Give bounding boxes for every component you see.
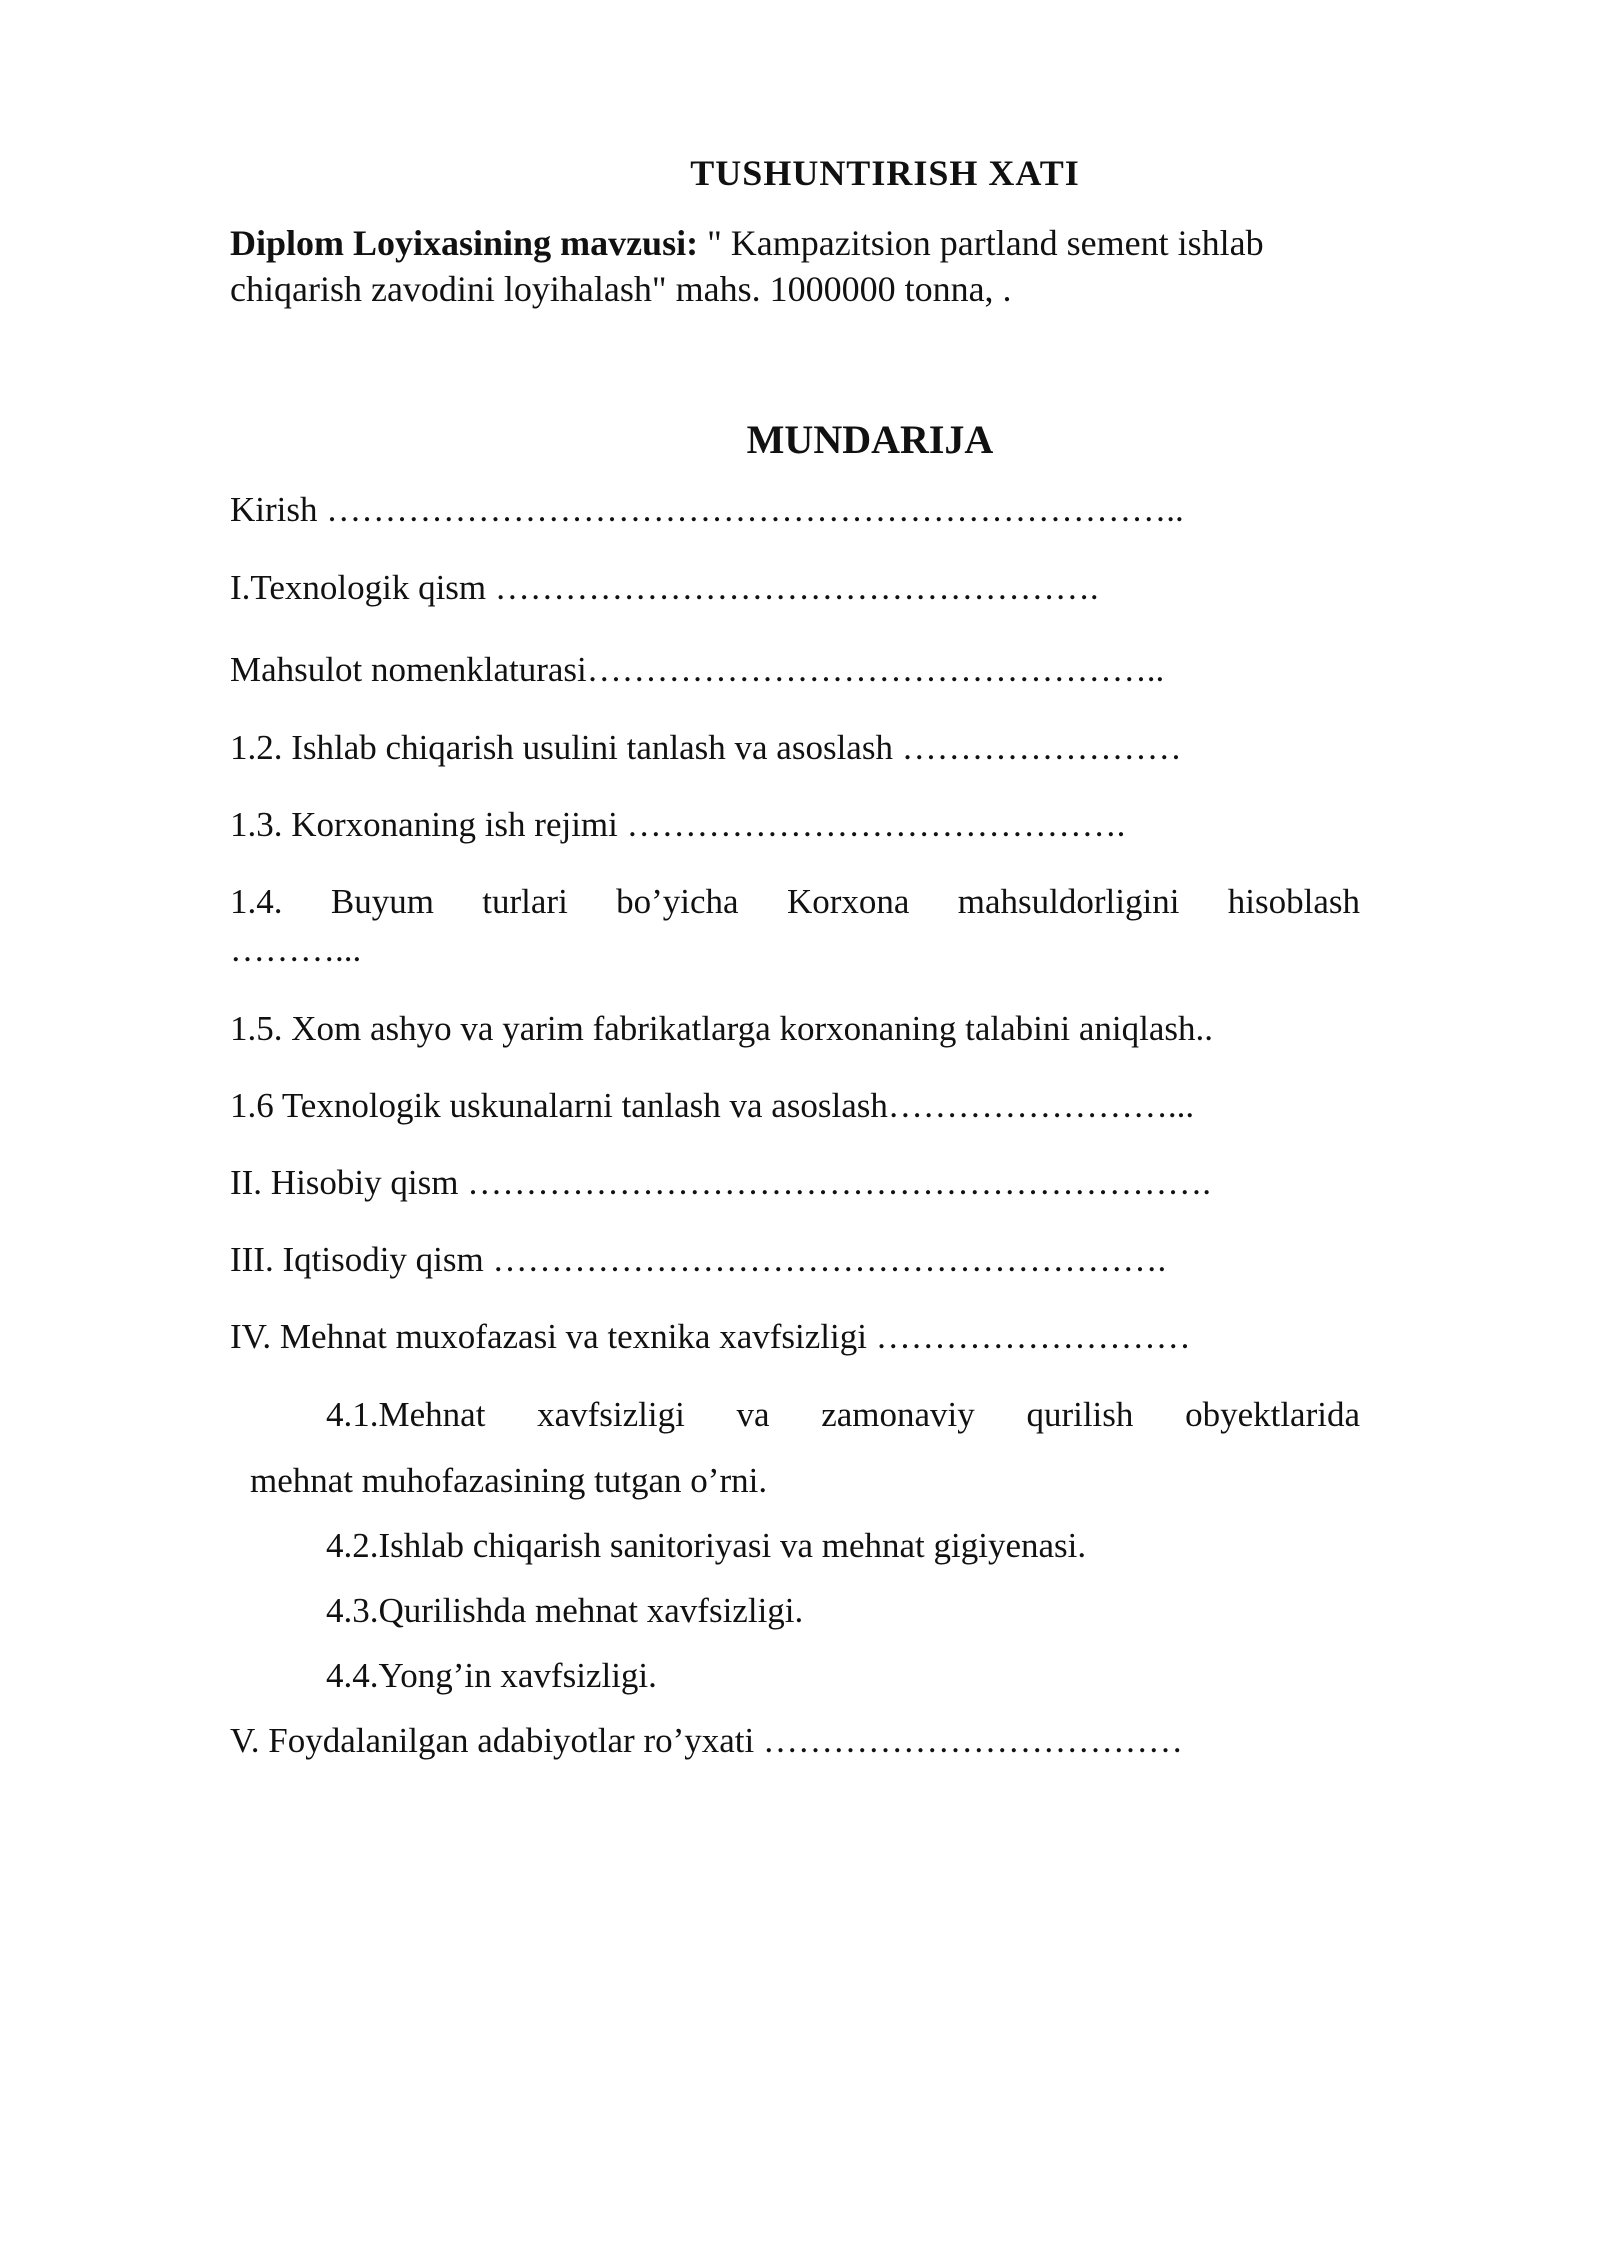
toc-item-mehnat-muxofazasi: IV. Mehnat muxofazasi va texnika xavfsizligi ……………………… [230,1317,1191,1356]
toc-item-4-1-cont: mehnat muhofazasining tutgan o’rni. [250,1461,768,1500]
toc-item-1-6: 1.6 Texnologik uskunalarni tanlash va asoslash……………………... [230,1086,1195,1125]
toc-item-4-4: 4.4.Yong’in xavfsizligi. [326,1656,657,1695]
toc-title: MUNDARIJA [746,417,994,462]
toc-item-1-3: 1.3. Korxonaning ish rejimi ……………………………………. [230,805,1126,844]
topic-text: " Kampazitsion partland sement ishlab chiqarish zavodini loyihalash" mahs. 1000000 tonna, . [230,223,1264,309]
toc-item-1-2: 1.2. Ishlab chiqarish usulini tanlash va asoslash …………………… [230,728,1182,767]
project-topic [230,220,1370,312]
toc-item-texnologik-qism: I.Texnologik qism ……………………………………………. [230,568,1099,607]
toc-item-4-3: 4.3.Qurilishda mehnat xavfsizligi. [326,1591,804,1630]
toc-item-1-4-dots: ………... [230,930,362,969]
document-title: TUSHUNTIRISH XATI [690,153,1080,193]
toc-item-hisobiy-qism: II. Hisobiy qism ………………………………………………………. [230,1163,1211,1202]
toc-item-4-1: 4.1.Mehnat xavfsizligi va zamonaviy qurilish obyektlarida [326,1395,1360,1434]
toc-item-1-5: 1.5. Xom ashyo va yarim fabrikatlarga korxonaning talabini aniqlash.. [230,1009,1213,1048]
toc-item-iqtisodiy-qism: III. Iqtisodiy qism …………………………………………………. [230,1240,1167,1279]
toc-item-nomenklatura: Mahsulot nomenklaturasi………………………………………….. [230,650,1165,689]
toc-item-kirish: Kirish ……………………………………………………………….. [230,490,1184,529]
topic-label: Diplom Loyixasining mavzusi: [230,223,699,263]
toc-item-1-4: 1.4. Buyum turlari bo’yicha Korxona mahsuldorligini hisoblash [230,882,1360,921]
toc-item-4-2: 4.2.Ishlab chiqarish sanitoriyasi va mehnat gigiyenasi. [326,1526,1087,1565]
toc-item-adabiyotlar: V. Foydalanilgan adabiyotlar ro’yxati ……………………………… [230,1721,1183,1760]
